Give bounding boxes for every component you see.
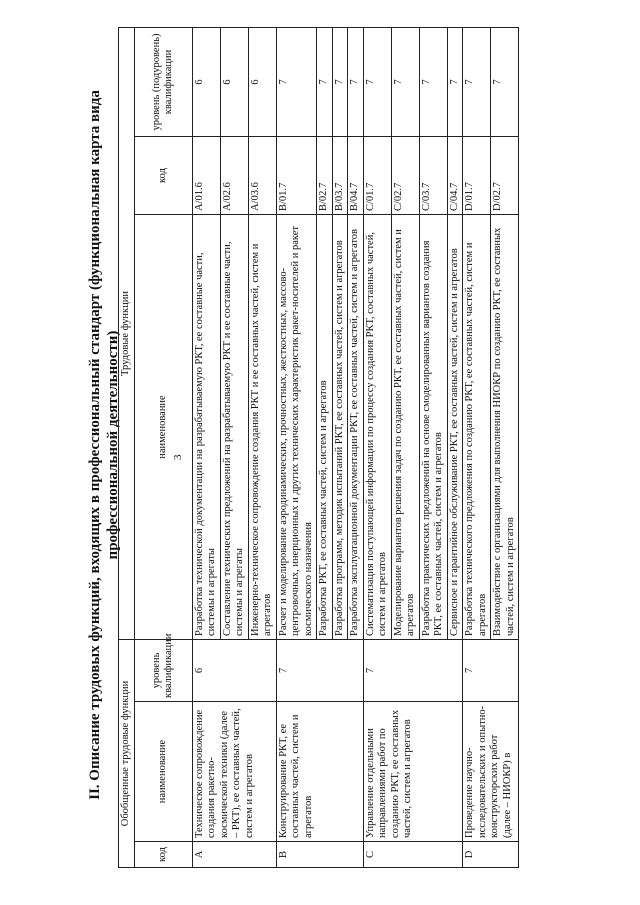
- table-row: [463, 27, 491, 867]
- function-code: B/04.7: [348, 137, 364, 215]
- table-body: [119, 27, 519, 867]
- function-level: 7: [317, 27, 333, 136]
- group-name: Техническое сопровождение создания ракетно-космической техники (далее – РКТ), ее составных частей, систем и агрегатов: [192, 702, 276, 842]
- function-level: 7: [332, 27, 348, 136]
- section-title: [86, 45, 122, 845]
- function-code: D/02.7: [491, 137, 519, 215]
- group-code: C: [363, 842, 463, 868]
- function-level: 7: [391, 27, 419, 136]
- table-row: [363, 27, 391, 867]
- group-code: D: [463, 842, 519, 868]
- function-name: Разработка технического предложения по созданию РКТ, ее составных частей, систем и агрегатов: [463, 215, 491, 640]
- function-code: A/03.6: [248, 137, 276, 215]
- function-code: C/02.7: [391, 137, 419, 215]
- title-line-1: II. Описание трудовых функций, входящих в профессиональный стандарт (функциональная карта вида: [87, 90, 103, 800]
- function-name: Сервисное и гарантийное обслуживание РКТ, ее составных частей, систем и агрегатов: [447, 215, 463, 640]
- function-name: Составление технических предложений на разрабатываемую РКТ и ее составные части, системы и агрегаты: [220, 215, 248, 640]
- functional-map-table: [118, 27, 519, 868]
- group-level: 7: [276, 640, 363, 702]
- header-level: уровень квалификации: [134, 640, 192, 702]
- function-name: Разработка эксплуатационной документации РКТ, ее составных частей, систем и агрегатов: [348, 215, 364, 640]
- function-level: 7: [463, 27, 491, 136]
- function-name: Систематизация поступающей информации по процессу создания РКТ, составных частей, систем и агрегатов: [363, 215, 391, 640]
- function-name: Разработка практических предложений на основе смоделированных вариантов создания РКТ, ее составных частей, систем и агрегатов: [419, 215, 447, 640]
- header-row-1: [119, 27, 135, 867]
- function-code: B/02.7: [317, 137, 333, 215]
- header-function-name: наименование: [134, 215, 192, 640]
- function-code: C/03.7: [419, 137, 447, 215]
- group-name: Конструирование РКТ, ее составных частей, систем и агрегатов: [276, 702, 363, 842]
- function-code: A/01.6: [192, 137, 220, 215]
- function-name: Расчет и моделирование аэродинамических, прочностных, жесткостных, массово-центровочных, инерционных и других технических характеристик ракет-носителей и ракет космического назначения: [276, 215, 317, 640]
- function-level: 7: [348, 27, 364, 136]
- function-code: B/03.7: [332, 137, 348, 215]
- header-labor: Трудовые функции: [119, 27, 135, 639]
- function-level: 7: [363, 27, 391, 136]
- group-code: B: [276, 842, 363, 868]
- group-code: A: [192, 842, 276, 868]
- function-name: Инженерно-техническое сопровождение создания РКТ и ее составных частей, систем и агрегатов: [248, 215, 276, 640]
- header-function-code: код: [134, 137, 192, 215]
- group-level: 7: [463, 640, 519, 702]
- function-name: Разработка технической документации на разрабатываемую РКТ, ее составные части, системы и агрегаты: [192, 215, 220, 640]
- group-name: Проведение научно-исследовательских и опытно-конструкторских работ (далее – НИОКР) в: [463, 702, 519, 842]
- function-level: 6: [248, 27, 276, 136]
- header-sublevel: уровень (подуровень) квалификации: [134, 27, 192, 136]
- header-name: наименование: [134, 702, 192, 842]
- header-generalized: Обобщенные трудовые функции: [119, 640, 135, 868]
- header-code: код: [134, 842, 192, 868]
- function-name: Моделирование вариантов решения задач по созданию РКТ, ее составных частей, систем и агрегатов: [391, 215, 419, 640]
- title-line-2: профессиональной деятельности): [105, 330, 121, 560]
- function-name: Взаимодействие с организациями для выполнения НИОКР по созданию РКТ, ее составных частей, систем и агрегатов: [491, 215, 519, 640]
- function-name: Разработка РКТ, ее составных частей, систем и агрегатов: [317, 215, 333, 640]
- table-row: [276, 27, 317, 867]
- function-level: 6: [220, 27, 248, 136]
- function-level: 7: [276, 27, 317, 136]
- function-code: C/04.7: [447, 137, 463, 215]
- function-code: B/01.7: [276, 137, 317, 215]
- group-level: 6: [192, 640, 276, 702]
- function-code: D/01.7: [463, 137, 491, 215]
- group-name: Управление отдельными направлениями работ по созданию РКТ, ее составных частей, систем и агрегатов: [363, 702, 463, 842]
- page-number: 3: [172, 454, 184, 460]
- table-row: [192, 27, 220, 867]
- function-level: 7: [447, 27, 463, 136]
- function-code: A/02.6: [220, 137, 248, 215]
- function-name: Разработка программ, методик испытаний РКТ, ее составных частей, систем и агрегатов: [332, 215, 348, 640]
- function-level: 6: [192, 27, 220, 136]
- group-level: 7: [363, 640, 463, 702]
- function-level: 7: [491, 27, 519, 136]
- header-row-2: [134, 27, 192, 867]
- function-level: 7: [419, 27, 447, 136]
- function-code: C/01.7: [363, 137, 391, 215]
